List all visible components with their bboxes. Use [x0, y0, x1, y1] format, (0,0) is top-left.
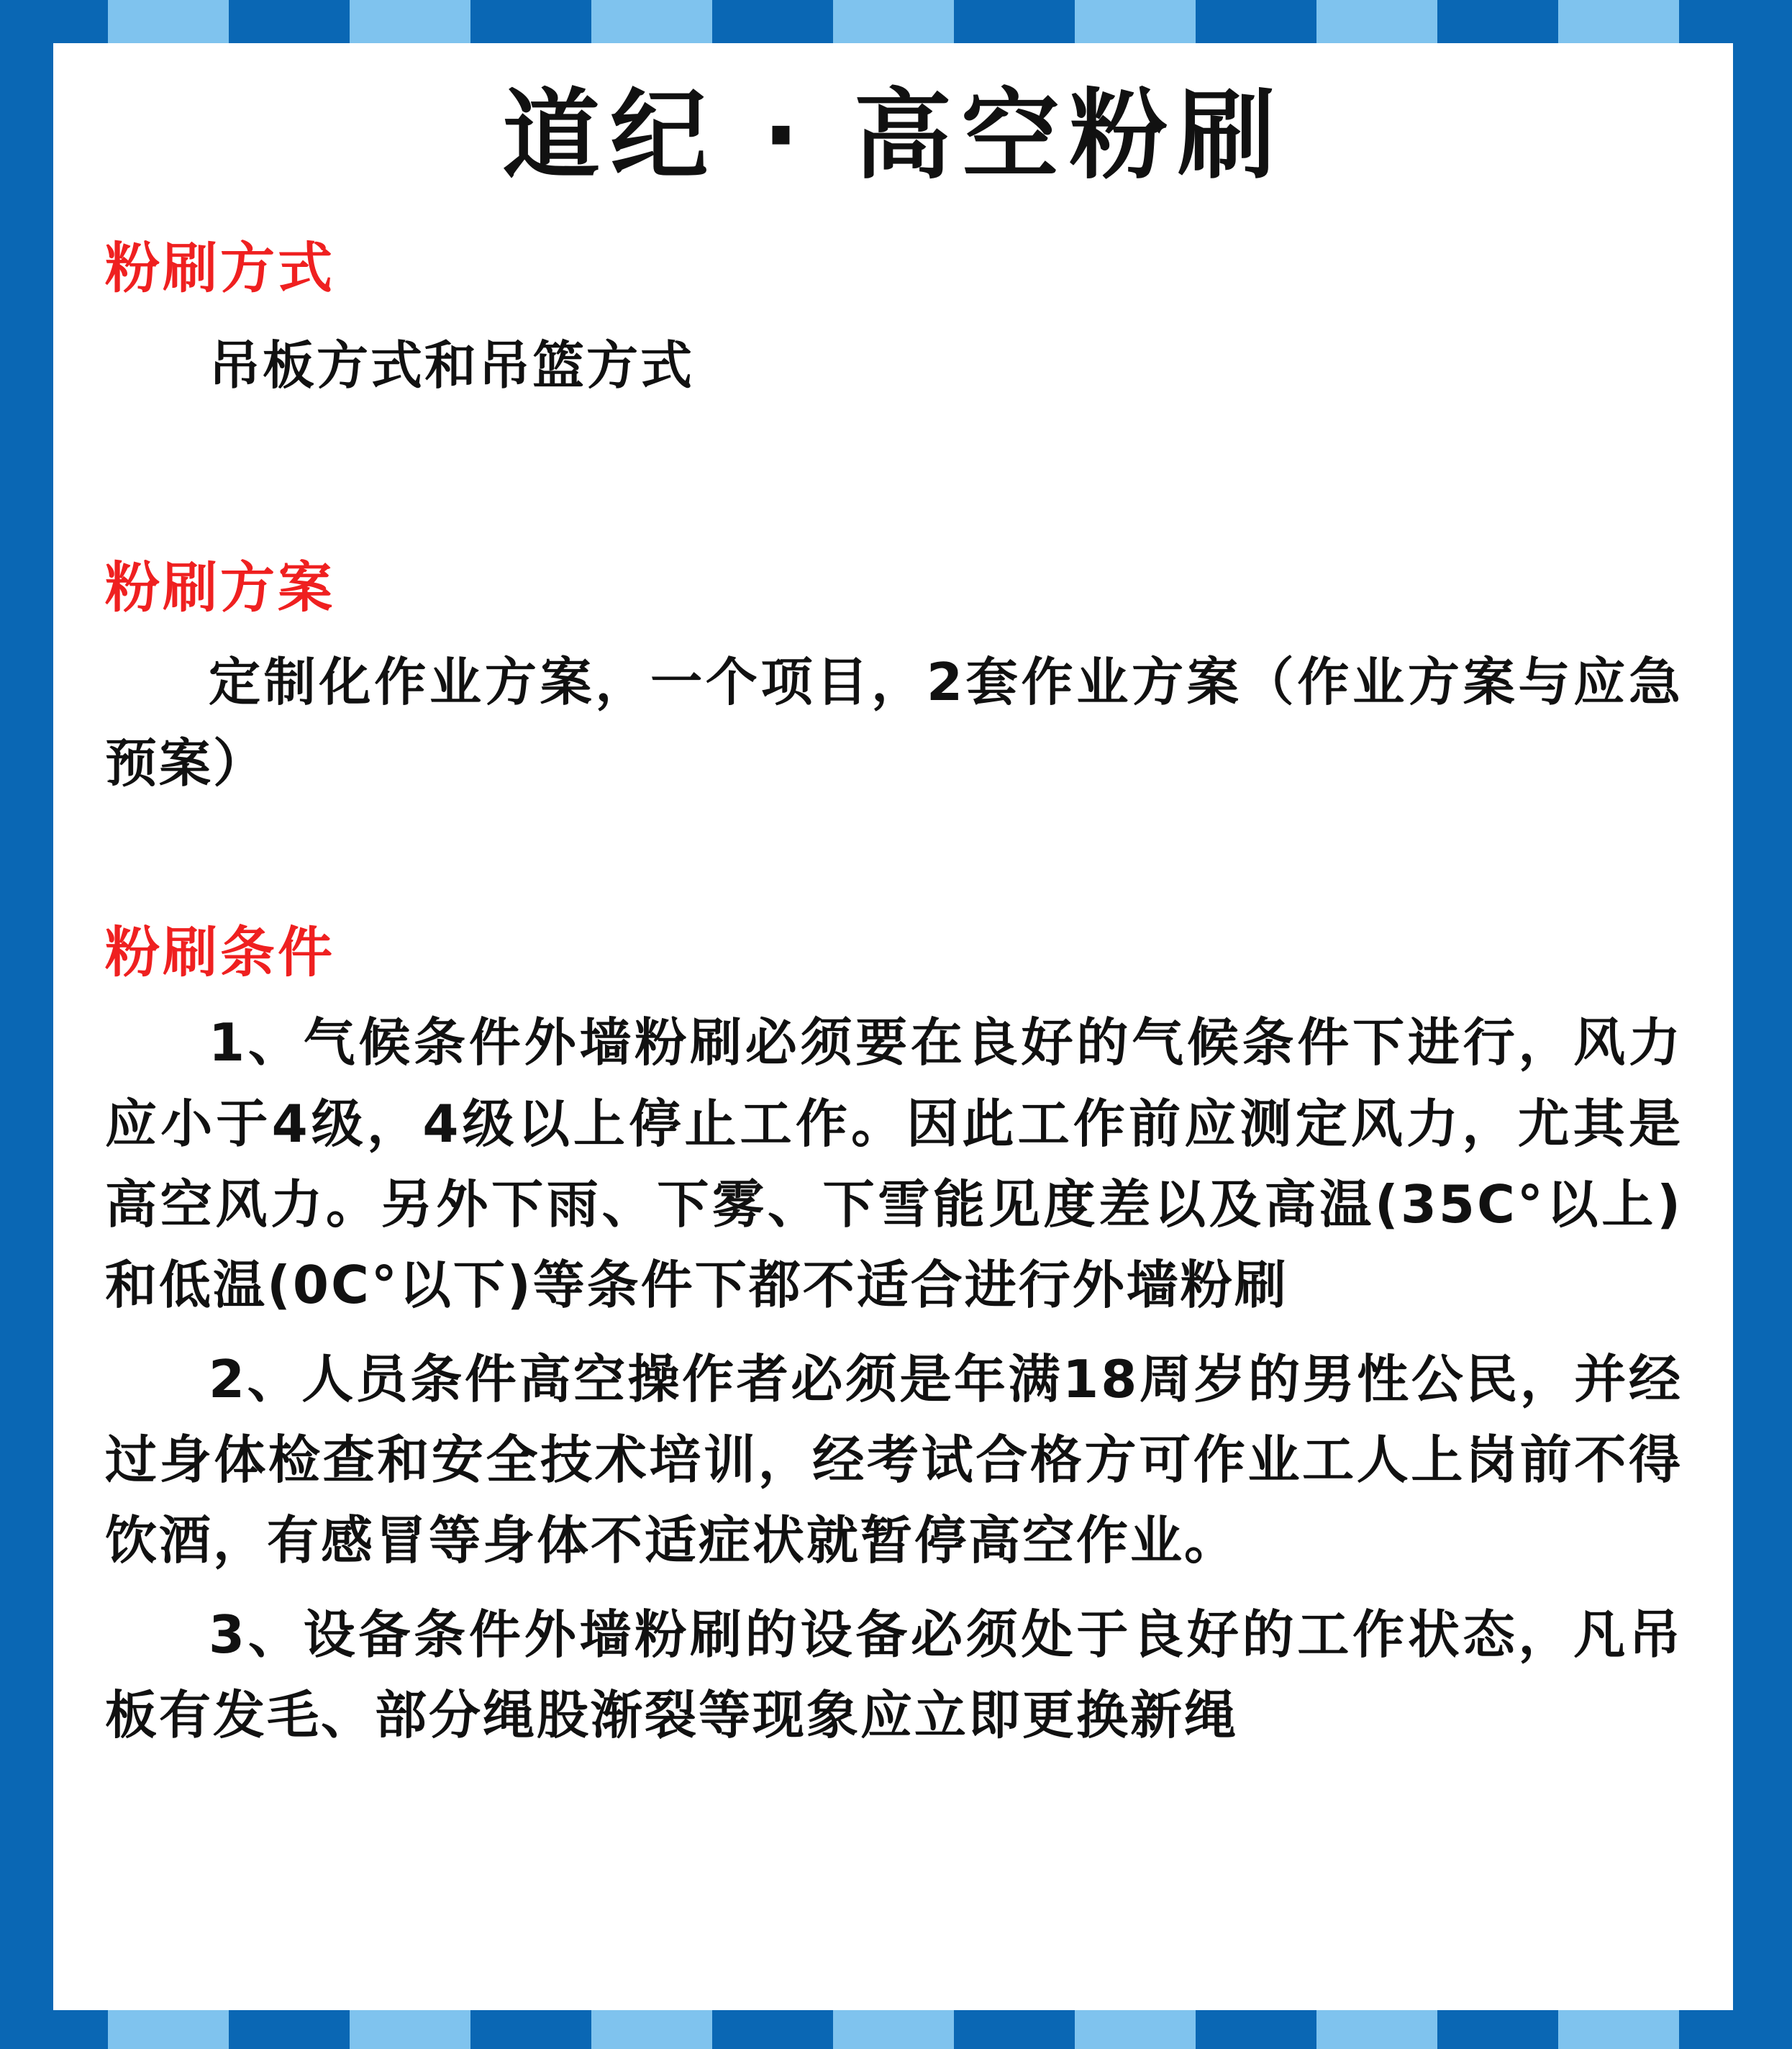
page-title: 道纪 · 高空粉刷	[502, 79, 1286, 193]
top-striped-border	[0, 0, 1792, 43]
left-border	[0, 0, 53, 2049]
section-heading-painting-method: 粉刷方式	[105, 235, 335, 300]
section-painting-method	[105, 235, 1683, 406]
section-heading-painting-plan: 粉刷方案	[105, 555, 335, 619]
condition-weather-paragraph: 1、气候条件外墙粉刷必须要在良好的气候条件下进行，风力应小于4级，4级以上停止工作。因此工作前应测定风力，尤其是高空风力。另外下雨、下雾、下雪能见度差以及高温(35C°以上)和低温(0C°以下)等条件下都不适合进行外墙粉刷	[105, 1012, 1683, 1316]
section-painting-plan	[105, 555, 1683, 804]
painting-method-text: 吊板方式和吊篮方式	[209, 335, 695, 396]
content-panel	[53, 43, 1733, 2010]
right-border	[1739, 0, 1792, 2049]
section-painting-conditions	[105, 919, 1683, 1755]
bottom-striped-border	[0, 2010, 1792, 2049]
section-heading-painting-conditions: 粉刷条件	[105, 919, 335, 984]
painting-plan-text: 定制化作业方案，一个项目，2套作业方案（作业方案与应急预案）	[105, 652, 1683, 794]
condition-personnel-paragraph: 2、人员条件高空操作者必须是年满18周岁的男性公民，并经过身体检查和安全技术培训，经考试合格方可作业工人上岗前不得饮酒，有感冒等身体不适症状就暂停高空作业。	[105, 1348, 1683, 1571]
condition-equipment-paragraph: 3、设备条件外墙粉刷的设备必须处于良好的工作状态，凡吊板有发毛、部分绳股渐裂等现象应立即更换新绳	[105, 1604, 1683, 1745]
